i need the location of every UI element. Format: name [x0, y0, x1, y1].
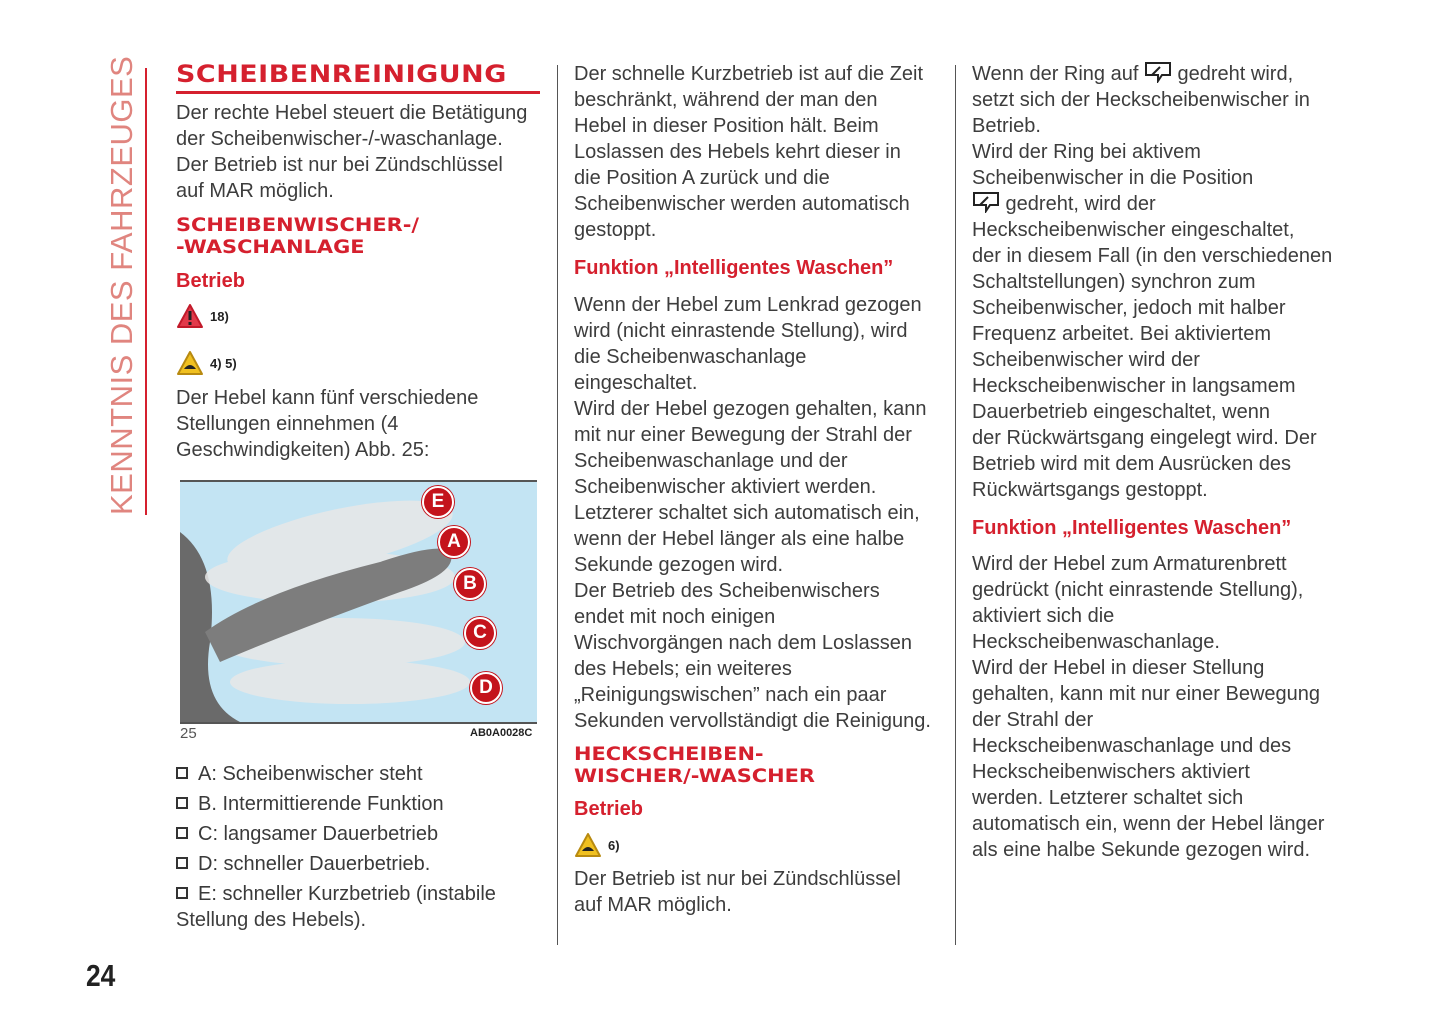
text: gedreht wird, setzt sich der Heckscheibenwischer in Betrieb. Wird der Ring bei aktivem Scheibenwischer in die Position	[972, 63, 1310, 189]
side-divider	[145, 68, 147, 515]
short-operation-paragraph: Der schnelle Kurzbetrieb ist auf die Zeit beschränkt, während der man den Hebel in dieser Position hält. Beim Loslassen des Hebels kehrt dieser in die Position A zurück und die Scheibenwischer werden automatisch gestoppt.	[574, 63, 924, 241]
warning-ref: 18)	[210, 308, 229, 324]
caution-car-icon	[176, 350, 204, 376]
rear-wiper-icon	[1144, 61, 1172, 83]
text: gedreht, wird der Heckscheibenwischer eingeschaltet, der in diesem Fall (in den verschiedenen Schaltstellungen) synchron zum Scheibenwischer, jedoch mit halber Frequenz arbeitet. Bei aktiviertem Scheibenwischer wird der Heckscheibenwischer in langsamem Dauerbetrieb eingeschaltet, wenn der Rückwärtsgang eingelegt wird. Der Betrieb wird mit dem Ausrücken des Rückwärtsgangs gestoppt.	[972, 193, 1333, 501]
position-label-d: D	[470, 672, 502, 704]
positions-paragraph: Der Hebel kann fünf verschiedene Stellungen einnehmen (4 Geschwindigkeiten) Abb. 25:	[176, 387, 479, 461]
rear-wiper-title: HECKSCHEIBEN- WISCHER/-WASCHER	[574, 743, 816, 787]
list-item-text: B. Intermittierende Funktion	[198, 793, 444, 815]
betrieb-heading: Betrieb	[176, 270, 245, 292]
figure-code: AB0A0028C	[470, 727, 533, 739]
intelligent-wash-heading: Funktion „Intelligentes Waschen”	[574, 257, 894, 279]
warning-note	[176, 303, 229, 329]
checkbox-bullet-icon	[176, 827, 188, 839]
rear-wiper-ignition-paragraph: Der Betrieb ist nur bei Zündschlüssel auf MAR möglich.	[574, 868, 901, 916]
column-divider	[557, 65, 558, 945]
rear-intelligent-wash-paragraph: Wird der Hebel zum Armaturenbrett gedrückt (nicht einrastende Stellung), aktiviert sich die Heckscheibenwaschanlage. Wird der Hebel in dieser Stellung gehalten, kann mit nur einer Bewegung der Strahl der Heckscheibenwaschanlage und des Heckscheibenwischers aktiviert werden. Letzterer schaltet sich automatisch ein, wenn der Hebel länger als eine halbe Sekunde gezogen wird.	[972, 553, 1325, 861]
list-item	[176, 881, 546, 907]
section-title: SCHEIBENREINIGUNG	[176, 60, 507, 88]
list-item	[176, 761, 546, 787]
warning-triangle-icon	[176, 303, 204, 329]
position-label-c: C	[464, 617, 496, 649]
text: Wenn der Ring auf	[972, 63, 1144, 85]
caution-note	[574, 832, 620, 858]
caution-ref: 6)	[608, 837, 620, 853]
intelligent-wash-heading: Funktion „Intelligentes Waschen”	[972, 517, 1292, 539]
betrieb-heading: Betrieb	[574, 798, 643, 820]
position-label-a: A	[438, 526, 470, 558]
rear-wiper-icon	[972, 191, 1000, 213]
checkbox-bullet-icon	[176, 767, 188, 779]
caution-ref: 4) 5)	[210, 355, 237, 371]
position-label-b: B	[454, 568, 486, 600]
list-item-continuation: Stellung des Hebels).	[176, 909, 367, 931]
positions-list	[176, 761, 546, 933]
title-underline	[176, 91, 540, 94]
list-item-text: A: Scheibenwischer steht	[198, 763, 423, 785]
figure-number: 25	[180, 725, 197, 742]
list-item	[176, 821, 546, 847]
column-divider	[955, 65, 956, 945]
checkbox-bullet-icon	[176, 887, 188, 899]
checkbox-bullet-icon	[176, 797, 188, 809]
list-item-text: D: schneller Dauerbetrieb.	[198, 853, 431, 875]
subsection-title: SCHEIBENWISCHER-/ -WASCHANLAGE	[176, 214, 420, 258]
list-item-text: C: langsamer Dauerbetrieb	[198, 823, 439, 845]
position-label-e: E	[422, 486, 454, 518]
list-item-text: E: schneller Kurzbetrieb (instabile	[198, 883, 496, 905]
caution-note	[176, 350, 237, 376]
intro-paragraph: Der rechte Hebel steuert die Betätigung der Scheibenwischer-/-waschanlage. Der Betrieb ist nur bei Zündschlüssel auf MAR möglich.	[176, 102, 528, 202]
list-item	[176, 791, 546, 817]
checkbox-bullet-icon	[176, 857, 188, 869]
rear-wiper-ring-paragraph	[972, 61, 1352, 503]
intelligent-wash-paragraph: Wenn der Hebel zum Lenkrad gezogen wird (nicht einrastende Stellung), wird die Scheibenwaschanlage eingeschaltet. Wird der Hebel gezogen gehalten, kann mit nur einer Bewegung der Strahl der Scheibenwaschanlage und der Scheibenwischer aktiviert werden. Letzterer schaltet sich automatisch ein, wenn der Hebel länger als eine halbe Sekunde gezogen wird. Der Betrieb des Scheibenwischers endet mit noch einigen Wischvorgängen nach dem Loslassen des Hebels; ein weiteres „Reinigungswischen” nach ein paar Sekunden vervollständigt die Reinigung.	[574, 294, 931, 732]
caution-car-icon	[574, 832, 602, 858]
page-number: 24	[86, 958, 116, 993]
figure-wiper-lever	[180, 480, 537, 724]
section-side-title: KENNTNIS DES FAHRZEUGES	[104, 55, 139, 515]
list-item	[176, 851, 546, 877]
